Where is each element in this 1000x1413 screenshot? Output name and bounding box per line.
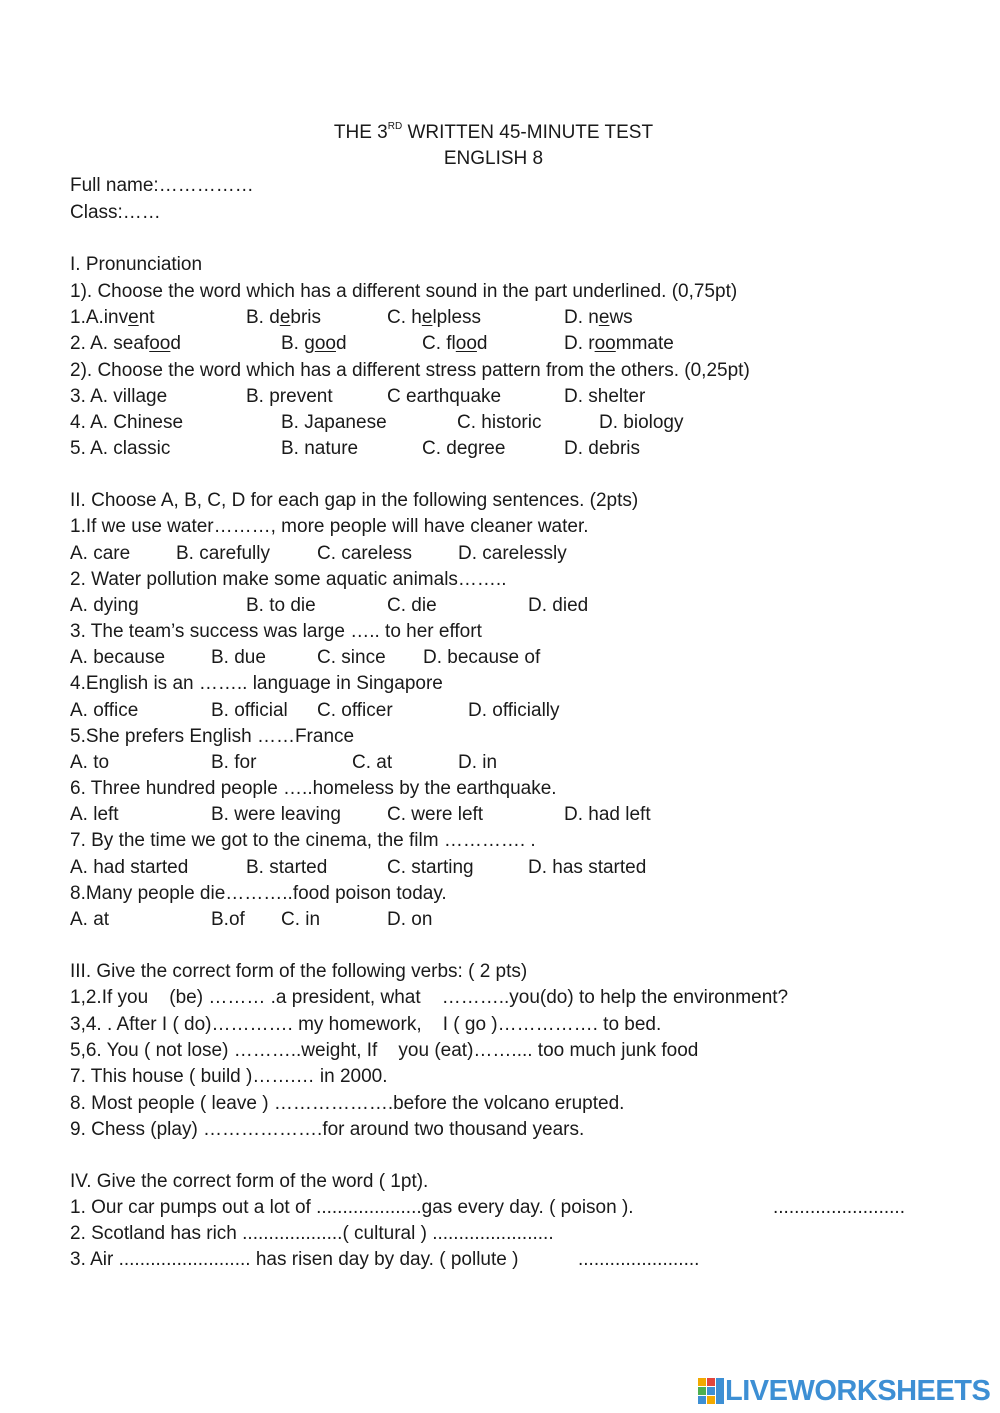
stress-q3-a: 3. A. village — [70, 386, 168, 407]
mc-q8-opt-a: A. at — [70, 909, 110, 930]
mc-q7-opt-a: A. had started — [70, 857, 189, 878]
mc-q5-opt-a: A. to — [70, 752, 110, 773]
stress-q3-b: B. prevent — [246, 386, 333, 407]
stress-q5-c: C. degree — [422, 438, 506, 459]
stress-instruction: 2). Choose the word which has a different stress pattern from the others. (0,25pt) — [70, 360, 750, 381]
mc-q5-opt-c: C. at — [352, 752, 393, 773]
mc-q7-opt-d: D. has started — [528, 857, 647, 878]
mc-q6-opt-a: A. left — [70, 804, 119, 825]
mc-q6-opt-b: B. were leaving — [211, 804, 341, 825]
mc-q2-opt-c: C. die — [387, 595, 437, 616]
mc-q3-opt-a: A. because — [70, 647, 166, 668]
pron-q1-d: D. news — [564, 307, 633, 328]
liveworksheets-logo-icon — [697, 1377, 725, 1405]
mc-q6-opt-d: D. had left — [564, 804, 651, 825]
mc-q2-text: 2. Water pollution make some aquatic animals…….. — [70, 569, 507, 590]
mc-q3-opt-c: C. since — [317, 647, 386, 668]
verb-line: 8. Most people ( leave ) ……………….before the volcano erupted. — [70, 1093, 625, 1114]
test-subtitle: ENGLISH 8 — [443, 148, 544, 169]
word-form-answer-blank: ......................... — [773, 1197, 905, 1218]
word-form-line: 2. Scotland has rich ...................( cultural ) ....................... — [70, 1223, 554, 1244]
stress-q5-b: B. nature — [281, 438, 359, 459]
stress-q3-c: C earthquake — [387, 386, 502, 407]
test-title: THE 3RD WRITTEN 45-MINUTE TEST — [333, 121, 654, 143]
verb-line: 3,4. . After I ( do)…………. my homework, I ( go )……………. to bed. — [70, 1014, 662, 1035]
stress-q4-c: C. historic — [457, 412, 542, 433]
mc-q6-opt-c: C. were left — [387, 804, 484, 825]
mc-q7-opt-c: C. starting — [387, 857, 474, 878]
mc-q1-opt-a: A. care — [70, 543, 131, 564]
stress-q4-d: D. biology — [599, 412, 684, 433]
mc-q2-opt-a: A. dying — [70, 595, 139, 616]
mc-q4-opt-b: B. official — [211, 700, 288, 721]
liveworksheets-logo — [697, 1376, 990, 1406]
mc-q1-opt-c: C. careless — [317, 543, 413, 564]
mc-q4-opt-a: A. office — [70, 700, 139, 721]
stress-q4-a: 4. A. Chinese — [70, 412, 184, 433]
mc-q4-opt-d: D. officially — [468, 700, 560, 721]
stress-q3-d: D. shelter — [564, 386, 646, 407]
pron-q2-c: C. flood — [422, 333, 488, 354]
section-2-heading: II. Choose A, B, C, D for each gap in the following sentences. (2pts) — [70, 490, 639, 511]
pron-q1-a: 1.A.invent — [70, 307, 155, 328]
full-name-field: Full name:…………… — [70, 175, 254, 196]
mc-q4-text: 4.English is an …….. language in Singapore — [70, 673, 443, 694]
mc-q8-text: 8.Many people die………..food poison today. — [70, 883, 447, 904]
verb-line: 9. Chess (play) ……………….for around two thousand years. — [70, 1119, 585, 1140]
mc-q8-opt-b: B.of — [211, 909, 245, 930]
pron-q1-b: B. debris — [246, 307, 322, 328]
word-form-answer-blank: ....................... — [578, 1249, 700, 1270]
section-4-heading: IV. Give the correct form of the word ( 1pt). — [70, 1171, 429, 1192]
mc-q2-opt-d: D. died — [528, 595, 589, 616]
stress-q5-a: 5. A. classic — [70, 438, 171, 459]
pron-q2-b: B. good — [281, 333, 347, 354]
class-field: Class:…… — [70, 202, 161, 223]
mc-q3-opt-b: B. due — [211, 647, 266, 668]
mc-q1-opt-b: B. carefully — [176, 543, 270, 564]
mc-q3-text: 3. The team’s success was large ….. to her effort — [70, 621, 482, 642]
pron-q2-d: D. roommate — [564, 333, 674, 354]
mc-q5-text: 5.She prefers English ……France — [70, 726, 355, 747]
mc-q2-opt-b: B. to die — [246, 595, 316, 616]
mc-q1-text: 1.If we use water………, more people will have cleaner water. — [70, 516, 589, 537]
mc-q4-opt-c: C. officer — [317, 700, 393, 721]
mc-q5-opt-d: D. in — [458, 752, 498, 773]
mc-q6-text: 6. Three hundred people …..homeless by the earthquake. — [70, 778, 557, 799]
mc-q7-opt-b: B. started — [246, 857, 328, 878]
verb-line: 5,6. You ( not lose) ………..weight, If you (eat)…….... too much junk food — [70, 1040, 699, 1061]
mc-q8-opt-d: D. on — [387, 909, 433, 930]
pronunciation-instruction: 1). Choose the word which has a different sound in the part underlined. (0,75pt) — [70, 281, 738, 302]
pron-q1-c: C. helpless — [387, 307, 482, 328]
mc-q1-opt-d: D. carelessly — [458, 543, 567, 564]
word-form-line: 1. Our car pumps out a lot of ....................gas every day. ( poison ). — [70, 1197, 634, 1218]
mc-q8-opt-c: C. in — [281, 909, 321, 930]
mc-q5-opt-b: B. for — [211, 752, 257, 773]
verb-line: 1,2.If you (be) ……… .a president, what ………..you(do) to help the environment? — [70, 987, 789, 1008]
verb-line: 7. This house ( build )…….… in 2000. — [70, 1066, 388, 1087]
stress-q5-d: D. debris — [564, 438, 641, 459]
mc-q3-opt-d: D. because of — [423, 647, 541, 668]
stress-q4-b: B. Japanese — [281, 412, 387, 433]
pron-q2-a: 2. A. seafood — [70, 333, 181, 354]
liveworksheets-text: LIVEWORKSHEETS — [725, 1375, 991, 1407]
mc-q7-text: 7. By the time we got to the cinema, the film …………. . — [70, 830, 536, 851]
section-1-heading: I. Pronunciation — [70, 254, 203, 275]
word-form-line: 3. Air ......................... has risen day by day. ( pollute ) — [70, 1249, 519, 1270]
section-3-heading: III. Give the correct form of the following verbs: ( 2 pts) — [70, 961, 528, 982]
